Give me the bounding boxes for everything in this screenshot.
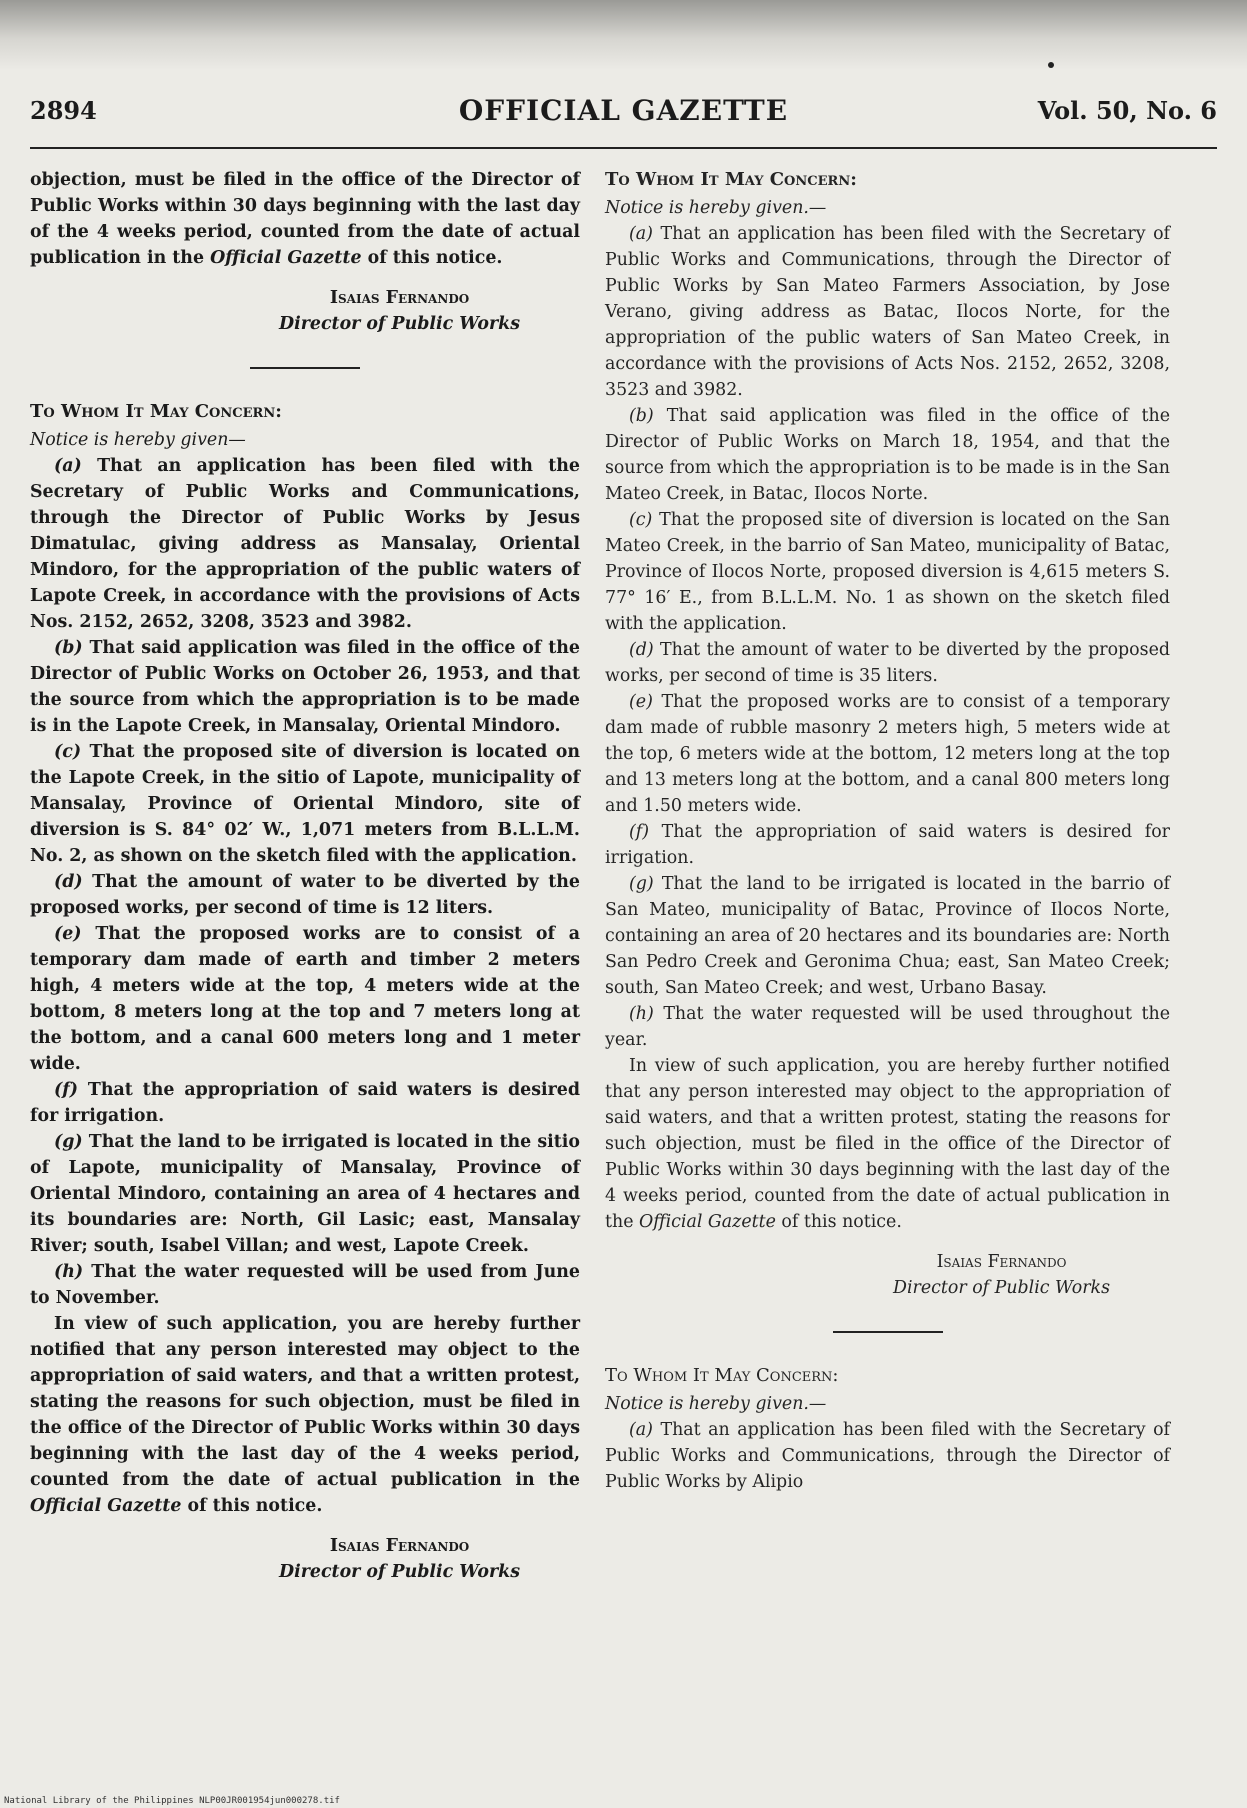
clause-f: (f) That the appropriation of said waters is desired for irrigation.: [605, 822, 1170, 868]
notice-intro: Notice is hereby given—: [30, 430, 246, 450]
clause-a: (a) That an application has been filed with the Secretary of Public Works and Communications, through the Director of Public Works by Jesus Dimatulac, giving address as Mansalay, Oriental Mindoro, for the appropriation of the public waters of Lapote Creek, in accordance with the provisions of Acts Nos. 2152, 2652, 3208, 3523 and 3982.: [30, 456, 580, 632]
signatory-name: Isaias Fernando: [329, 288, 470, 308]
section-divider: [833, 1331, 943, 1333]
signature-block: [30, 1533, 580, 1585]
page-header: [30, 96, 1217, 136]
left-column: [30, 167, 580, 1585]
notice-intro: Notice is hereby given.—: [605, 1394, 827, 1414]
signatory-title: Director of Public Works: [279, 1562, 520, 1582]
clause-c: (c) That the proposed site of diversion is located on the San Mateo Creek, in the barrio of San Mateo, municipality of Batac, Province of Ilocos Norte, proposed diversion is 4,615 meters S. 77° 16′ E., from B.L.L.M. No. 1 as shown on the sketch filed with the application.: [605, 510, 1170, 634]
page-number: 2894: [30, 96, 97, 125]
clause-d: (d) That the amount of water to be diverted by the proposed works, per second of time is 35 liters.: [605, 640, 1170, 686]
volume-number: Vol. 50, No. 6: [1037, 96, 1217, 125]
notice-heading: To Whom It May Concern:: [605, 1365, 839, 1386]
continued-paragraph: objection, must be filed in the office of the Director of Public Works within 30 days beginning with the last day of the 4 weeks period, counted from the date of actual publication in the Official Gazette of this notice.: [30, 170, 580, 268]
clause-h: (h) That the water requested will be used from June to November.: [30, 1262, 580, 1308]
clause-c: (c) That the proposed site of diversion is located on the Lapote Creek, in the sitio of Lapote, municipality of Mansalay, Province of Oriental Mindoro, site of diversion is S. 84° 02′ W., 1,071 meters from B.L.L.M. No. 2, as shown on the sketch filed with the application.: [30, 742, 580, 866]
scan-footer: National Library of the Philippines NLP00JR001954jun000278.tif: [4, 1796, 340, 1806]
notice-heading: To Whom It May Concern:: [30, 401, 282, 422]
publication-title: OFFICIAL GAZETTE: [458, 94, 789, 127]
signatory-title: Director of Public Works: [893, 1278, 1110, 1298]
signatory-name: Isaias Fernando: [936, 1252, 1067, 1272]
signature-block: [30, 285, 580, 337]
signatory-title: Director of Public Works: [279, 314, 520, 334]
clause-e: (e) That the proposed works are to consist of a temporary dam made of rubble masonry 2 meters high, 5 meters wide at the top, 6 meters wide at the bottom, 12 meters long at the top and 13 meters long at the bottom, and a canal 800 meters long and 1.50 meters wide.: [605, 692, 1170, 816]
clause-h: (h) That the water requested will be used throughout the year.: [605, 1004, 1170, 1050]
clause-b: (b) That said application was filed in the office of the Director of Public Works on October 26, 1953, and that the source from which the appropriation is to be made is in the Lapote Creek, in Mansalay, Oriental Mindoro.: [30, 638, 580, 736]
clause-g: (g) That the land to be irrigated is located in the sitio of Lapote, municipality of Mansalay, Province of Oriental Mindoro, containing an area of 4 hectares and its boundaries are: North, Gil Lasic; east, Mansalay River; south, Isabel Villan; and west, Lapote Creek.: [30, 1132, 580, 1256]
clause-a: (a) That an application has been filed with the Secretary of Public Works and Communications, through the Director of Public Works by San Mateo Farmers Association, by Jose Verano, giving address as Batac, Ilocos Norte, for the appropriation of the public waters of San Mateo Creek, in accordance with the provisions of Acts Nos. 2152, 2652, 3208, 3523 and 3982.: [605, 224, 1170, 400]
signatory-name: Isaias Fernando: [329, 1536, 470, 1556]
notice-heading: To Whom It May Concern:: [605, 169, 857, 190]
clause-g: (g) That the land to be irrigated is located in the barrio of San Mateo, municipality of Batac, Province of Ilocos Norte, containing an area of 20 hectares and its boundaries are: North San Pedro Creek and Geronima Chua; east, San Mateo Creek; south, San Mateo Creek; and west, Urbano Basay.: [605, 874, 1170, 998]
clause-b: (b) That said application was filed in the office of the Director of Public Works on March 18, 1954, and that the source from which the appropriation is to be made is in the San Mateo Creek, in Batac, Ilocos Norte.: [605, 406, 1170, 504]
header-rule: [30, 147, 1217, 149]
clause-d: (d) That the amount of water to be diverted by the proposed works, per second of time is 12 liters.: [30, 872, 580, 918]
clause-e: (e) That the proposed works are to consist of a temporary dam made of earth and timber 2 meters high, 4 meters wide at the top, 4 meters wide at the bottom, 8 meters long at the top and 7 meters long at the bottom, and a canal 600 meters long and 1 meter wide.: [30, 924, 580, 1074]
clause-f: (f) That the appropriation of said waters is desired for irrigation.: [30, 1080, 580, 1126]
scan-shadow: [0, 0, 1247, 70]
section-divider: [250, 367, 360, 369]
objection-paragraph: In view of such application, you are hereby further notified that any person interested may object to the appropriation of said waters, and that a written protest, stating the reasons for such objection, must be filed in the office of the Director of Public Works within 30 days beginning with the last day of the 4 weeks period, counted from the date of actual publication in the Official Gazette of this notice.: [30, 1314, 580, 1516]
notice-intro: Notice is hereby given.—: [605, 198, 827, 218]
objection-paragraph: In view of such application, you are hereby further notified that any person interested may object to the appropriation of said waters, and that a written protest, stating the reasons for such objection, must be filed in the office of the Director of Public Works within 30 days beginning with the last day of the 4 weeks period, counted from the date of actual publication in the Official Gazette of this notice.: [605, 1056, 1170, 1232]
signature-block: [605, 1249, 1170, 1301]
right-column: [605, 167, 1170, 1495]
clause-a: (a) That an application has been filed with the Secretary of Public Works and Communications, through the Director of Public Works by Alipio: [605, 1420, 1170, 1492]
scan-speck: [1048, 62, 1054, 68]
